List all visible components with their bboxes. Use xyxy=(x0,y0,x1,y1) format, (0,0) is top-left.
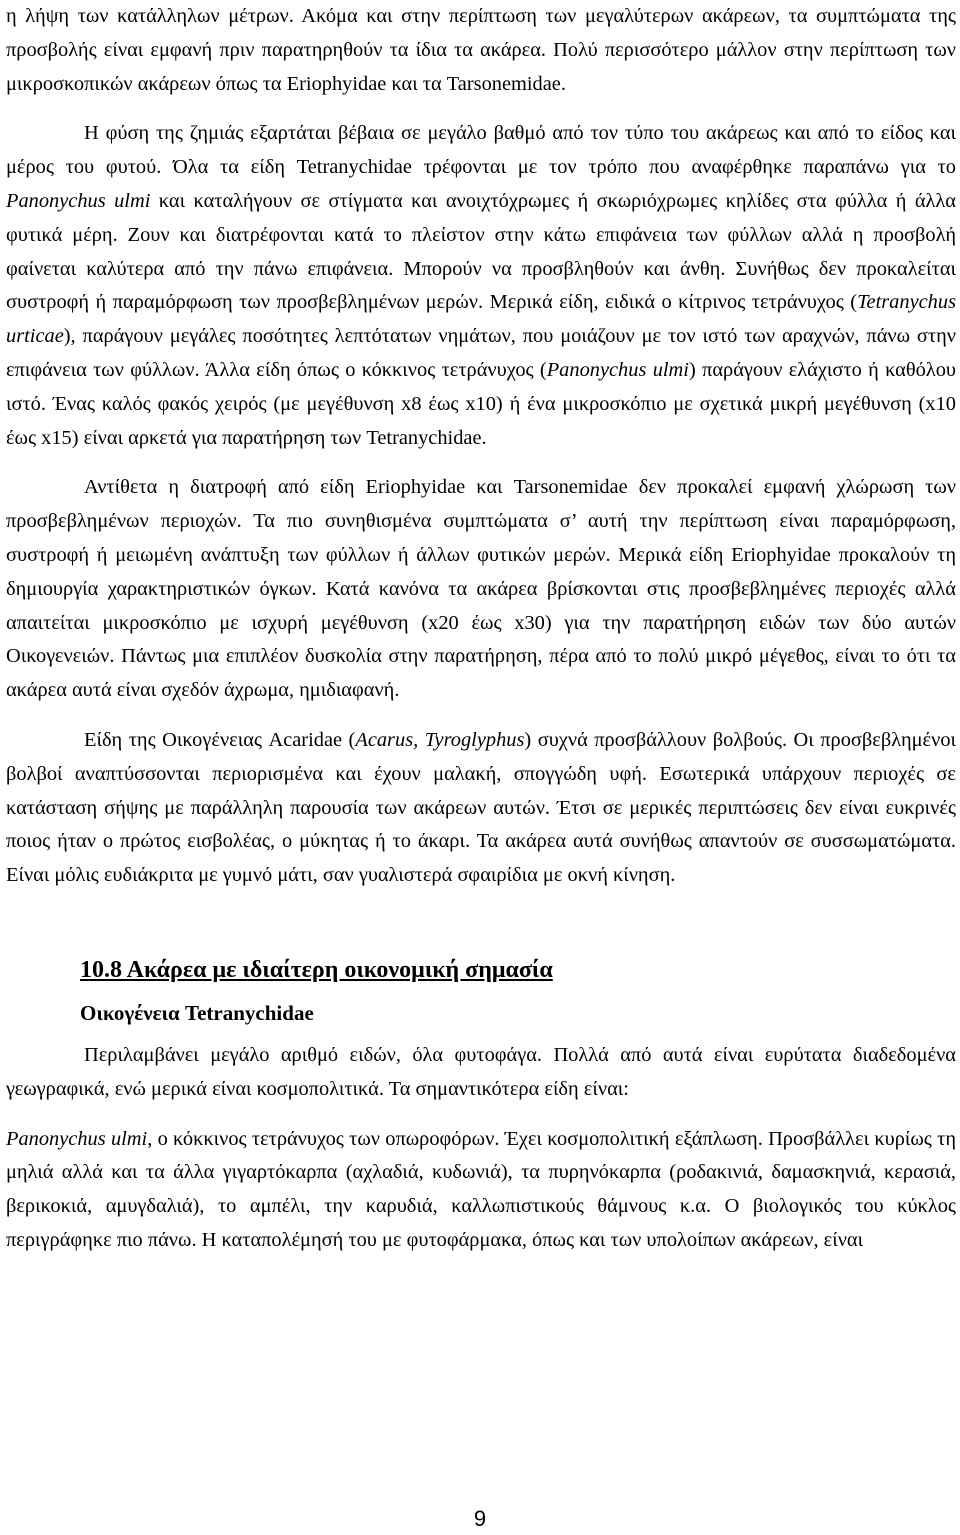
paragraph-1 xyxy=(6,0,956,101)
paragraph-4 xyxy=(6,724,956,893)
paragraph-5 xyxy=(6,1039,956,1107)
text-run: η λήψη των κατάλληλων μέτρων. Ακόμα και στην περίπτωση των μεγαλύτερων ακάρεων, τα συμπτώματα της προσβολής είναι εμφανή πριν παρατηρηθούν τα ίδια τα ακάρεα. Πολύ περισσότερο μάλλον στην περίπτωση των μικροσκοπικών ακάρεων όπως τα Eriophyidae και τα Tarsonemidae. xyxy=(6,5,956,95)
paragraph-6 xyxy=(6,1123,956,1258)
text-run: Περιλαμβάνει μεγάλο αριθμό ειδών, όλα φυτοφάγα. Πολλά από αυτά είναι ευρύτατα διαδεδομένα γεωγραφικά, ενώ μερικά είναι κοσμοπολιτικά. Τα σημαντικότερα είδη είναι: xyxy=(6,1043,956,1100)
text-run: και καταλήγουν σε στίγματα και ανοιχτόχρωμες ή σκωριόχρωμες κηλίδες στα φύλλα ή άλλα φυτικά μέρη. Ζουν και διατρέφονται κατά το πλείστον στην κάτω επιφάνεια των φύλλων αλλά η προσβολή φαίνεται καλύτερα από την πάνω επιφάνεια. Μπορούν να προσβληθούν και άνθη. Συνήθως δεν προκαλείται συστροφή ή παραμόρφωση των προσβεβλημένων μερών. Μερικά είδη, ειδικά ο κίτρινος τετράνυχος ( xyxy=(6,189,956,314)
paragraph-2 xyxy=(6,117,956,455)
text-run: Είδη της Οικογένειας Acaridae ( xyxy=(84,728,356,751)
text-run: Αντίθετα η διατροφή από είδη Eriophyidae και Tarsonemidae δεν προκαλεί εμφανή χλώρωση των προσβεβλημένων περιοχών. Τα πιο συνηθισμένα συμπτώματα σ’ αυτή την περίπτωση είναι παραμόρφωση, συστροφή ή μειωμένη ανάπτυξη των φύλλων ή άλλων φυτικών μερών. Μερικά είδη Eriophyidae προκαλούν τη δημιουργία χαρακτηριστικών όγκων. Κατά κανόνα τα ακάρεα βρίσκονται στις προσβεβλημένες περιοχές αλλά απαιτείται μικροσκόπιο με ισχυρή μεγέθυνση (x20 έως x30) για την παρατήρηση ειδών των δύο αυτών Οικογενειών. Πάντως μια επιπλέον δυσκολία στην παρατήρηση, πέρα από το πολύ μικρό μέγεθος, είναι το ότι τα ακάρεα αυτά είναι σχεδόν άχρωμα, ημιδιαφανή. xyxy=(6,476,956,702)
text-run: ) συχνά προσβάλλουν βολβούς. Οι προσβεβλημένοι βολβοί αναπτύσσονται περιορισμένα και έχουν μαλακή, σπογγώδη υφή. Εσωτερικά υπάρχουν περιοχές σε κατάσταση σήψης με παράλληλη παρουσία των ακάρεων αυτών. Έτσι σε μερικές περιπτώσεις δεν είναι ευκρινές ποιος ήταν ο πρώτος εισβολέας, ο μύκητας ή το άκαρι. Τα ακάρεα αυτά συνήθως απαντούν σε συσσωματώματα. Είναι μόλις ευδιάκριτα με γυμνό μάτι, σαν γυαλιστερά σφαιρίδια με οκνή κίνηση. xyxy=(6,728,956,887)
text-run: , ο κόκκινος τετράνυχος των οπωροφόρων. Έχει κοσμοπολιτική εξάπλωση. Προσβάλλει κυρίως τη μηλιά αλλά και τα άλλα γιγαρτόκαρπα (αχλαδιά, κυδωνιά), τα πυρηνόκαρπα (ροδακινιά, δαμασκηνιά, κερασιά, βερικοκιά, αμυγδαλιά), το αμπέλι, την καρυδιά, καλλωπιστικούς θάμνους κ.α. Ο βιολογικός του κύκλος περιγράφηκε πιο πάνω. Η καταπολέμησή του με φυτοφάρμακα, όπως και των υπολοίπων ακάρεων, είναι xyxy=(6,1127,956,1251)
text-run: ), παράγουν μεγάλες ποσότητες λεπτότατων νημάτων, που μοιάζουν με τον ιστό των αραχνών, πάνω στην επιφάνεια των φύλλων. Άλλα είδη όπως ο κόκκινος τετράνυχος ( xyxy=(6,325,956,381)
page-number: 9 xyxy=(473,1506,487,1531)
italic-term: Acarus, Tyroglyphus xyxy=(355,728,525,751)
italic-term: Panonychus ulmi xyxy=(546,358,689,381)
text-run: ) παράγουν ελάχιστο ή καθόλου ιστό. Ένας καλός φακός χειρός (με μεγέθυνση x8 έως x10) ή ένα μικροσκόπιο με σχετικά μικρή μεγέθυνση (x10 έως x15) είναι αρκετά για παρατήρηση των Tetranychidae. xyxy=(6,358,957,449)
italic-term: Tetranychus urticae xyxy=(6,291,956,348)
subheading: Οικογένεια Tetranychidae xyxy=(80,1000,314,1025)
paragraph-3 xyxy=(6,471,956,708)
section-heading: 10.8 Ακάρεα με ιδιαίτερη οικονομική σημασία xyxy=(80,956,553,983)
italic-term: Panonychus ulmi xyxy=(6,1127,148,1150)
italic-term: Panonychus ulmi xyxy=(6,189,151,212)
text-run: Η φύση της ζημιάς εξαρτάται βέβαια σε μεγάλο βαθμό από τον τύπο του ακάρεως και από το είδος και μέρος του φυτού. Όλα τα είδη Tetranychidae τρέφονται με τον τρόπο που αναφέρθηκε παραπάνω για το xyxy=(6,122,956,179)
document-page xyxy=(6,0,956,1258)
